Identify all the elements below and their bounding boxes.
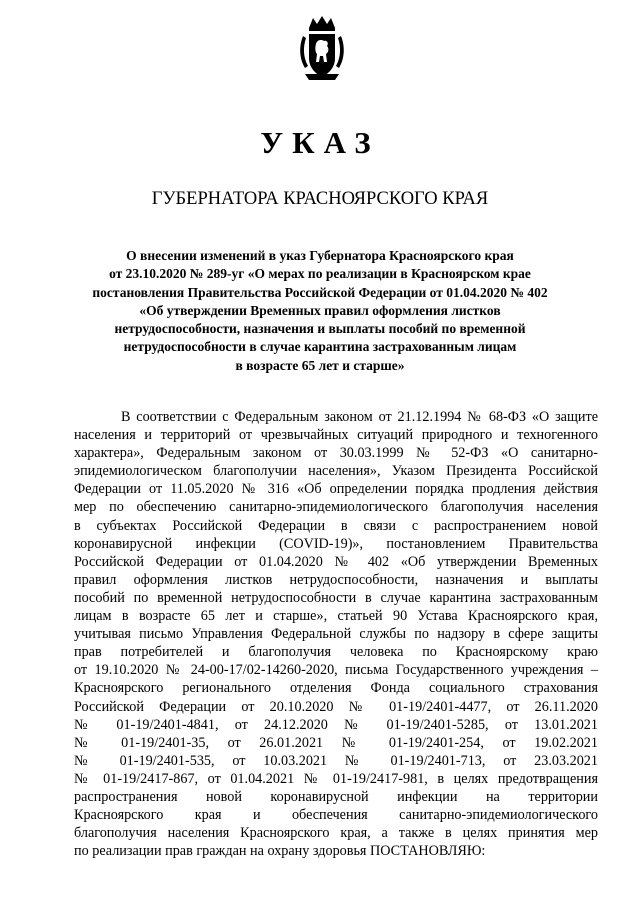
body-line: благополучия населения Красноярского края, а также в целях принятия мер bbox=[74, 825, 598, 842]
preamble-paragraph bbox=[74, 408, 598, 860]
body-line: В соответствии с Федеральным законом от 21.12.1994 № 68-ФЗ «О защите bbox=[121, 409, 598, 425]
body-line: Федерации от 11.05.2020 № 316 «Об определении порядка продления действия bbox=[74, 481, 598, 498]
body-line: Красноярского края и обеспечения санитарно-эпидемиологического bbox=[74, 807, 598, 824]
body-line: Российской Федерации от 01.04.2020 № 402 «Об утверждении Временных bbox=[74, 553, 598, 570]
body-line: пособий по временной нетрудоспособности в случае карантина застрахованным bbox=[74, 589, 598, 606]
body-line: лицам в возрасте 65 лет и старше», статьей 90 Устава Красноярского края, bbox=[74, 608, 598, 625]
body-line: № 01-19/2401-35, от 26.01.2021 № 01-19/2401-254, от 19.02.2021 bbox=[74, 734, 598, 751]
body-line: Красноярского регионального отделения Фонда социального страхования bbox=[74, 680, 598, 697]
issuer-heading: ГУБЕРНАТОРА КРАСНОЯРСКОГО КРАЯ bbox=[151, 189, 489, 209]
body-line: от 19.10.2020 № 24-00-17/02-14260-2020, письма Государственного учреждения – bbox=[74, 662, 598, 679]
body-line: № 01-19/2417-867, от 01.04.2021 № 01-19/2417-981, в целях предотвращения bbox=[74, 770, 598, 787]
body-line: в субъектах Российской Федерации в связи с распространением новой bbox=[74, 517, 598, 534]
body-line: № 01-19/2401-4841, от 24.12.2020 № 01-19/2401-5285, от 13.01.2021 bbox=[74, 716, 598, 733]
krasnoyarsk-coat-of-arms-icon bbox=[297, 14, 347, 84]
body-line: № 01-19/2401-535, от 10.03.2021 № 01-19/2401-713, от 23.03.2021 bbox=[74, 752, 598, 769]
body-line: характера», Федеральным законом от 30.03.1999 № 52-ФЗ «О санитарно- bbox=[74, 445, 598, 462]
title-line: от 23.10.2020 № 289-уг «О мерах по реализации в Красноярском крае bbox=[109, 266, 531, 282]
body-line: правил оформления листков нетрудоспособности, назначения и выплаты bbox=[74, 571, 598, 588]
body-line: по реализации прав граждан на охрану здоровья ПОСТАНОВЛЯЮ: bbox=[74, 843, 486, 860]
title-line: постановления Правительства Российской Федерации от 01.04.2020 № 402 bbox=[92, 284, 548, 300]
body-line: распространения новой коронавирусной инфекции на территории bbox=[74, 788, 598, 805]
body-line: эпидемиологическом благополучии населения», Указом Президента Российской bbox=[74, 463, 598, 480]
body-line: учитывая письмо Управления Федеральной службы по надзору в сфере защиты bbox=[74, 626, 598, 643]
document-type-heading: УКАЗ bbox=[260, 125, 380, 160]
document-title bbox=[60, 247, 580, 375]
body-line: Российской Федерации от 20.10.2020 № 01-19/2401-4477, от 26.11.2020 bbox=[74, 698, 598, 715]
title-line: нетрудоспособности, назначения и выплаты пособий по временной bbox=[114, 321, 526, 337]
title-line: О внесении изменений в указ Губернатора Красноярского края bbox=[126, 248, 514, 263]
body-line: населения и территорий от чрезвычайных ситуаций природного и техногенного bbox=[74, 427, 598, 444]
title-line: нетрудоспособности в случае карантина застрахованным лицам bbox=[123, 339, 517, 355]
title-line: в возрасте 65 лет и старше» bbox=[235, 357, 405, 373]
body-line: прав потребителей и благополучия человека по Красноярскому краю bbox=[74, 644, 598, 661]
body-line: мер по обеспечению санитарно-эпидемиологического благополучия населения bbox=[74, 499, 598, 516]
body-line: коронавирусной инфекции (COVID-19)», постановлением Правительства bbox=[74, 535, 598, 552]
title-line: «Об утверждении Временных правил оформления листков bbox=[139, 302, 501, 318]
